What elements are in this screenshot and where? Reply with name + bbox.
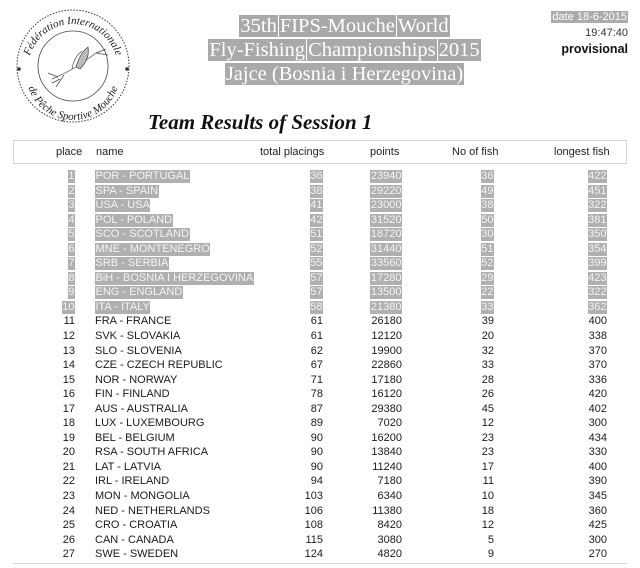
name-cell: ITA - ITALY: [95, 300, 150, 313]
total-placings-cell: 57: [310, 271, 323, 284]
name-cell: POL - POLAND: [95, 213, 173, 226]
total-placings-cell: 58: [310, 300, 323, 313]
total-placings-cell: 78: [310, 388, 323, 401]
points-cell: 16120: [371, 388, 402, 401]
col-name: name: [96, 146, 124, 158]
col-no-of-fish: No of fish: [452, 146, 499, 158]
points-cell: 26180: [371, 315, 402, 328]
name-cell: ENG - ENGLAND: [95, 286, 183, 299]
place-cell: 10: [62, 300, 75, 313]
longest-fish-cell: 354: [588, 242, 607, 255]
total-placings-cell: 87: [310, 402, 323, 415]
table-row: [0, 257, 640, 272]
longest-fish-cell: 400: [588, 460, 607, 473]
longest-fish-cell: 322: [588, 286, 607, 299]
table-row: [0, 228, 640, 243]
no-of-fish-cell: 39: [481, 315, 494, 328]
longest-fish-cell: 420: [588, 388, 607, 401]
total-placings-cell: 108: [304, 519, 323, 532]
name-cell: USA - USA: [95, 199, 150, 212]
longest-fish-cell: 322: [588, 199, 607, 212]
longest-fish-cell: 300: [588, 533, 607, 546]
no-of-fish-cell: 36: [481, 170, 494, 182]
table-row: [0, 534, 640, 549]
place-cell: 2: [68, 184, 75, 197]
table-row: [0, 432, 640, 447]
place-cell: 17: [62, 402, 75, 415]
no-of-fish-cell: 32: [481, 344, 494, 357]
points-cell: 11380: [372, 504, 402, 517]
points-cell: 19900: [371, 344, 402, 357]
total-placings-cell: 124: [304, 548, 323, 561]
longest-fish-cell: 330: [588, 446, 607, 459]
table-row: [0, 461, 640, 476]
points-cell: 22860: [371, 359, 402, 372]
total-placings-cell: 52: [310, 242, 323, 255]
place-cell: 11: [63, 315, 75, 328]
table-row: [0, 315, 640, 330]
points-cell: 3080: [377, 533, 402, 546]
place-cell: 15: [62, 373, 75, 386]
place-cell: 7: [68, 257, 75, 270]
no-of-fish-cell: 30: [481, 228, 494, 241]
points-cell: 33560: [370, 257, 402, 270]
longest-fish-cell: 345: [588, 490, 607, 503]
longest-fish-cell: 390: [588, 475, 607, 488]
place-cell: 22: [62, 475, 75, 488]
total-placings-cell: 71: [310, 373, 323, 386]
fips-mayfly-logo-icon: [14, 7, 132, 125]
no-of-fish-cell: 9: [487, 548, 494, 561]
longest-fish-cell: 381: [588, 213, 607, 226]
longest-fish-cell: 350: [588, 228, 607, 241]
longest-fish-cell: 270: [588, 548, 607, 561]
title-line-1: 35th FIPS-Mouche World: [240, 15, 449, 37]
longest-fish-cell: 425: [588, 519, 607, 532]
points-cell: 17180: [371, 373, 402, 386]
total-placings-cell: 103: [304, 490, 323, 503]
name-cell: CZE - CZECH REPUBLIC: [95, 359, 223, 372]
points-cell: 7020: [377, 417, 402, 430]
place-cell: 24: [62, 504, 75, 517]
place-cell: 1: [68, 170, 75, 182]
place-cell: 14: [62, 359, 75, 372]
no-of-fish-cell: 28: [481, 373, 494, 386]
total-placings-cell: 106: [304, 504, 323, 517]
table-row: [0, 199, 640, 214]
points-cell: 13500: [370, 286, 402, 299]
championship-title: [170, 14, 520, 86]
longest-fish-cell: 338: [588, 330, 607, 343]
place-cell: 6: [68, 242, 75, 255]
no-of-fish-cell: 12: [481, 417, 494, 430]
no-of-fish-cell: 22: [481, 286, 494, 299]
total-placings-cell: 57: [310, 286, 323, 299]
longest-fish-cell: 400: [588, 315, 607, 328]
name-cell: POR - PORTUGAL: [95, 170, 190, 182]
name-cell: BiH - BOSNIA I HERZEGOVINA: [95, 271, 254, 284]
longest-fish-cell: 422: [588, 170, 607, 182]
name-cell: SLO - SLOVENIA: [95, 344, 182, 357]
no-of-fish-cell: 51: [481, 242, 494, 255]
name-cell: FRA - FRANCE: [95, 315, 172, 328]
table-row: [0, 519, 640, 534]
name-cell: LUX - LUXEMBOURG: [95, 417, 205, 430]
name-cell: SRB - SERBIA: [95, 257, 169, 270]
table-row: [0, 330, 640, 345]
longest-fish-cell: 402: [588, 402, 607, 415]
no-of-fish-cell: 10: [481, 490, 494, 503]
no-of-fish-cell: 12: [481, 519, 494, 532]
points-cell: 29220: [370, 184, 402, 197]
table-row: [0, 185, 640, 200]
name-cell: NED - NETHERLANDS: [95, 504, 210, 517]
no-of-fish-cell: 45: [481, 402, 494, 415]
no-of-fish-cell: 23: [481, 431, 494, 444]
points-cell: 29380: [371, 402, 402, 415]
report-status: provisional: [561, 42, 628, 56]
longest-fish-cell: 360: [588, 504, 607, 517]
longest-fish-cell: 300: [588, 417, 607, 430]
report-time: 19:47:40: [585, 27, 628, 39]
table-row: [0, 490, 640, 505]
points-cell: 17280: [370, 271, 402, 284]
points-cell: 18720: [370, 228, 402, 241]
no-of-fish-cell: 29: [481, 271, 494, 284]
place-cell: 12: [62, 330, 75, 343]
table-bottom-divider: [13, 563, 627, 564]
no-of-fish-cell: 11: [482, 475, 494, 488]
no-of-fish-cell: 5: [487, 533, 494, 546]
table-row: [0, 345, 640, 360]
name-cell: CAN - CANADA: [95, 533, 174, 546]
report-date: date 18-6-2015: [552, 11, 627, 23]
table-header: [13, 140, 627, 164]
place-cell: 8: [68, 271, 75, 284]
no-of-fish-cell: 49: [481, 184, 494, 197]
no-of-fish-cell: 38: [481, 199, 494, 212]
title-line-2: Fly-Fishing Championships 2015: [209, 39, 480, 61]
place-cell: 5: [68, 228, 75, 241]
table-row: [0, 505, 640, 520]
longest-fish-cell: 336: [588, 373, 607, 386]
points-cell: 7180: [377, 475, 402, 488]
total-placings-cell: 115: [305, 533, 323, 546]
table-row: [0, 301, 640, 316]
longest-fish-cell: 370: [588, 344, 607, 357]
place-cell: 18: [62, 417, 75, 430]
place-cell: 26: [62, 533, 75, 546]
table-row: [0, 170, 640, 185]
table-row: [0, 388, 640, 403]
page-title: Team Results of Session 1: [148, 110, 373, 134]
name-cell: CRO - CROATIA: [95, 519, 178, 532]
svg-text:de Pêche Sportive Mouche: de Pêche Sportive Mouche: [25, 84, 121, 124]
name-cell: AUS - AUSTRALIA: [95, 402, 188, 415]
points-cell: 13840: [371, 446, 402, 459]
no-of-fish-cell: 26: [481, 388, 494, 401]
no-of-fish-cell: 20: [481, 330, 494, 343]
points-cell: 12120: [371, 330, 402, 343]
total-placings-cell: 62: [310, 344, 323, 357]
table-row: [0, 446, 640, 461]
name-cell: BEL - BELGIUM: [95, 431, 175, 444]
place-cell: 23: [62, 490, 75, 503]
results-table-body: [0, 170, 640, 563]
no-of-fish-cell: 18: [481, 504, 494, 517]
table-row: [0, 403, 640, 418]
points-cell: 21380: [370, 300, 402, 313]
total-placings-cell: 42: [310, 213, 323, 226]
points-cell: 23940: [370, 170, 402, 182]
total-placings-cell: 90: [310, 431, 323, 444]
total-placings-cell: 61: [310, 315, 323, 328]
place-cell: 9: [68, 286, 75, 299]
table-row: [0, 286, 640, 301]
points-cell: 31440: [370, 242, 402, 255]
place-cell: 19: [62, 431, 75, 444]
table-row: [0, 243, 640, 258]
place-cell: 4: [68, 213, 75, 226]
name-cell: MON - MONGOLIA: [95, 490, 190, 503]
longest-fish-cell: 370: [588, 359, 607, 372]
col-longest-fish: longest fish: [554, 146, 610, 158]
points-cell: 4820: [377, 548, 402, 561]
place-cell: 3: [68, 199, 75, 212]
name-cell: SWE - SWEDEN: [95, 548, 179, 561]
name-cell: SVK - SLOVAKIA: [95, 330, 181, 343]
total-placings-cell: 90: [310, 446, 323, 459]
points-cell: 11240: [372, 460, 402, 473]
report-meta: [551, 9, 628, 57]
longest-fish-cell: 423: [588, 271, 607, 284]
col-points: points: [370, 146, 400, 158]
total-placings-cell: 55: [310, 257, 323, 270]
name-cell: SPA - SPAIN: [95, 184, 159, 197]
total-placings-cell: 90: [310, 460, 323, 473]
name-cell: SCO - SCOTLAND: [95, 228, 190, 241]
place-cell: 13: [62, 344, 75, 357]
name-cell: IRL - IRELAND: [95, 475, 170, 488]
col-total-placings: total placings: [260, 146, 325, 158]
table-row: [0, 475, 640, 490]
total-placings-cell: 94: [310, 475, 323, 488]
points-cell: 23000: [370, 199, 402, 212]
total-placings-cell: 89: [310, 417, 323, 430]
table-row: [0, 272, 640, 287]
table-row: [0, 374, 640, 389]
place-cell: 16: [62, 388, 75, 401]
points-cell: 8420: [377, 519, 402, 532]
no-of-fish-cell: 23: [481, 446, 494, 459]
name-cell: MNE - MONTENEGRO: [95, 242, 210, 255]
points-cell: 6340: [377, 490, 402, 503]
name-cell: RSA - SOUTH AFRICA: [95, 446, 209, 459]
longest-fish-cell: 362: [588, 300, 607, 313]
total-placings-cell: 36: [310, 170, 323, 182]
table-row: [0, 359, 640, 374]
no-of-fish-cell: 33: [481, 300, 494, 313]
title-line-3: Jajce (Bosnia i Herzegovina): [225, 63, 464, 85]
place-cell: 20: [62, 446, 75, 459]
total-placings-cell: 51: [310, 228, 323, 241]
total-placings-cell: 38: [310, 184, 323, 197]
table-row: [0, 417, 640, 432]
longest-fish-cell: 451: [588, 184, 607, 197]
no-of-fish-cell: 17: [481, 460, 494, 473]
no-of-fish-cell: 33: [481, 359, 494, 372]
col-place: place: [56, 146, 83, 158]
total-placings-cell: 67: [310, 359, 323, 372]
name-cell: FIN - FINLAND: [95, 388, 170, 401]
longest-fish-cell: 399: [588, 257, 607, 270]
place-cell: 21: [62, 460, 75, 473]
points-cell: 16200: [371, 431, 402, 444]
total-placings-cell: 61: [310, 330, 323, 343]
no-of-fish-cell: 50: [481, 213, 494, 226]
total-placings-cell: 41: [310, 199, 323, 212]
longest-fish-cell: 434: [588, 431, 607, 444]
place-cell: 27: [62, 548, 75, 561]
place-cell: 25: [62, 519, 75, 532]
table-row: [0, 548, 640, 563]
name-cell: LAT - LATVIA: [95, 460, 162, 473]
no-of-fish-cell: 52: [481, 257, 494, 270]
name-cell: NOR - NORWAY: [95, 373, 178, 386]
table-row: [0, 214, 640, 229]
svg-text:Fédération Internationale: Fédération Internationale: [21, 14, 125, 57]
points-cell: 31520: [370, 213, 402, 226]
